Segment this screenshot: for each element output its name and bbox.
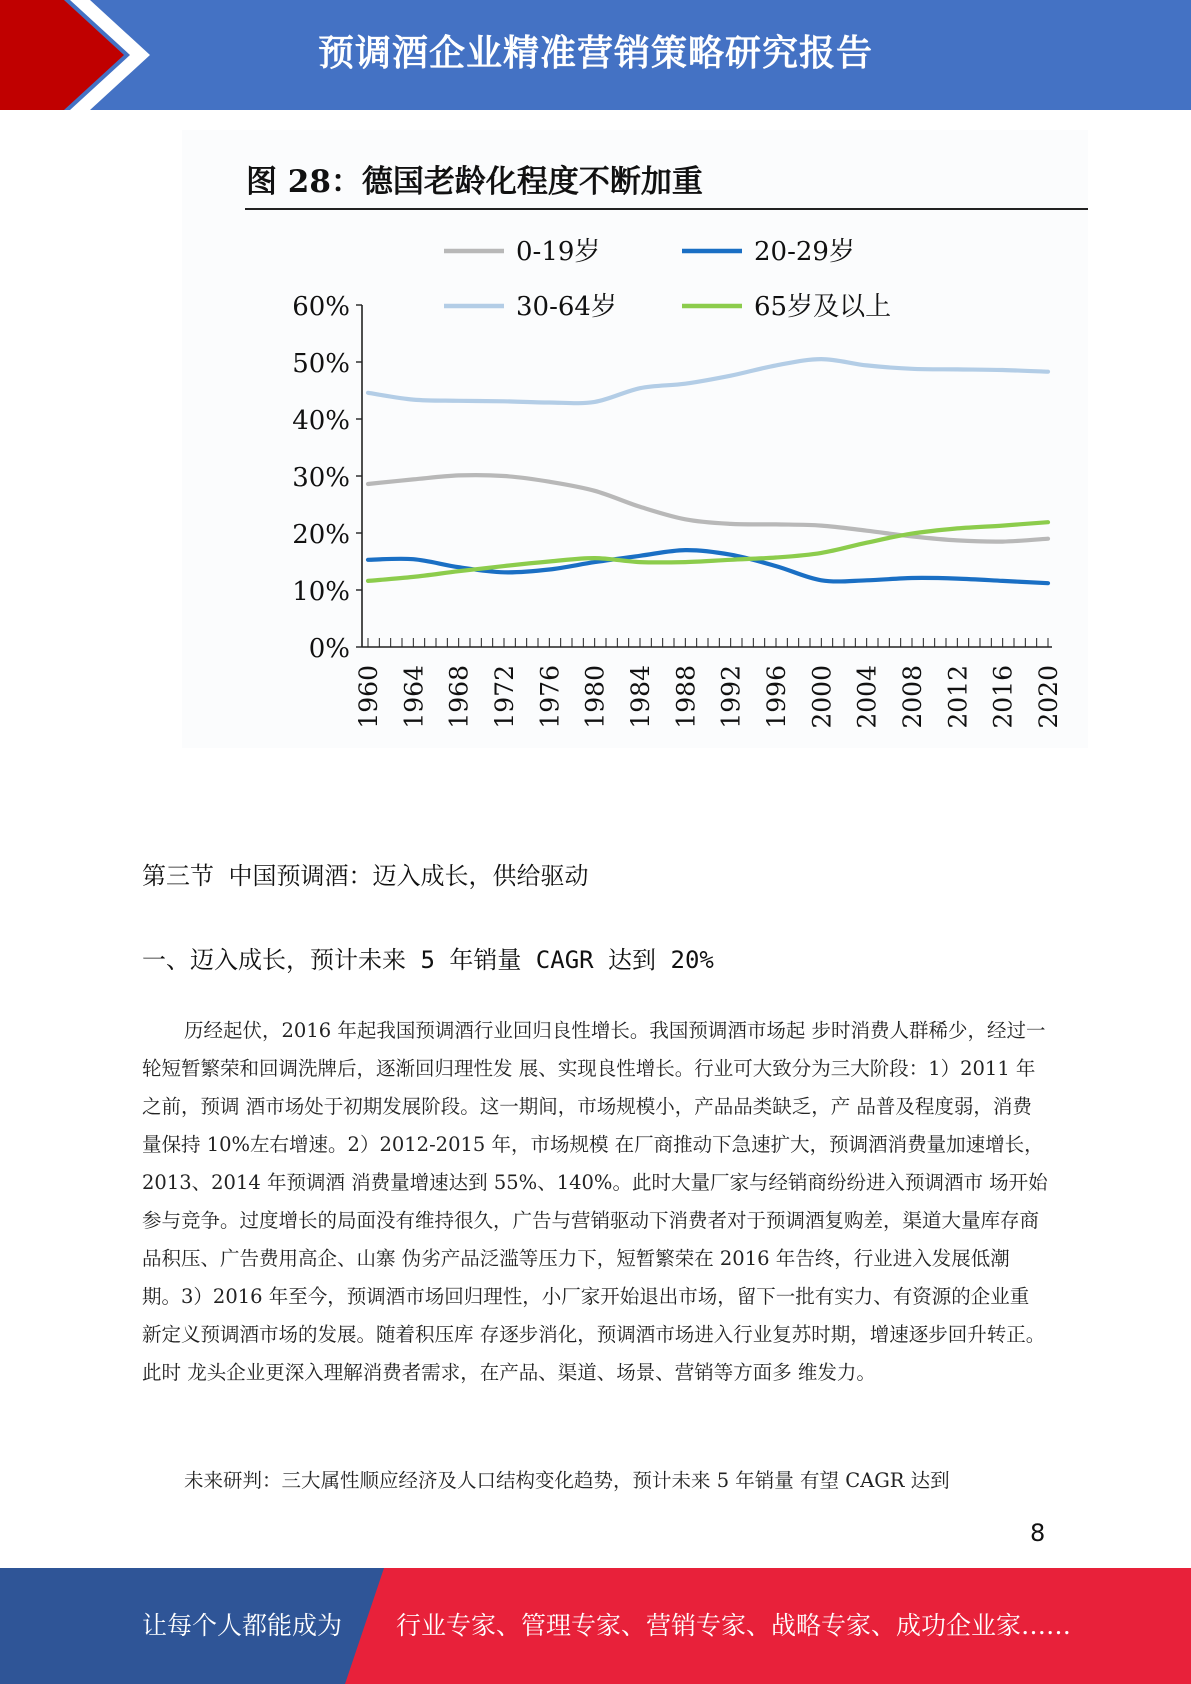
x-tick-label: 2020 — [1034, 665, 1063, 729]
x-tick-label: 2004 — [852, 665, 882, 729]
x-tick-label: 2012 — [943, 665, 973, 729]
y-tick-label: 20% — [292, 520, 350, 550]
x-tick-label: 1976 — [535, 665, 565, 729]
page-footer — [0, 1568, 1191, 1684]
series-line-2 — [368, 550, 1048, 583]
chart-caption: 图 28：德国老龄化程度不断加重 — [246, 164, 703, 200]
footer-slogan-right: 行业专家、管理专家、营销专家、战略专家、成功企业家…… — [396, 1611, 1072, 1640]
x-tick-label: 1988 — [671, 665, 701, 729]
x-tick-label: 2000 — [807, 665, 837, 729]
body-paragraph-1: 历经起伏，2016 年起我国预调酒行业回归良性增长。我国预调酒市场起 步时消费人群稀少，经过一轮短暂繁荣和回调洗牌后，逐渐回归理性发 展、实现良性增长。行业可大致分为三大阶段：1）2011 年之前，预调 酒市场处于初期发展阶段。这一期间，市场规模小，产品品类缺乏，产 品普及程度弱，消费量保持 10%左右增速。2）2012-2015 年，市场规模 在厂商推动下急速扩大，预调酒消费量加速增长，2013、2014 年预调酒 消费量增速达到 55%、140%。此时大量厂家与经销商纷纷进入预调酒市 场开始参与竞争。过度增长的局面没有维持很久，广告与营销驱动下消费者对于预调酒复购差，渠道大量库存商品积压、广告费用高企、山寨 伪劣产品泛滥等压力下，短暂繁荣在 2016 年告终，行业进入发展低潮 期。3）2016 年至今，预调酒市场回归理性，小厂家开始退出市场，留下一批有实力、有资源的企业重新定义预调酒市场的发展。随着积压库 存逐步消化，预调酒市场进入行业复苏时期，增速逐步回升转正。此时 龙头企业更深入理解消费者需求，在产品、渠道、场景、营销等方面多 维发力。 — [142, 1019, 1048, 1384]
y-tick-label: 60% — [292, 292, 350, 322]
y-tick-label: 50% — [292, 349, 350, 379]
chart-legend — [444, 237, 891, 322]
y-tick-label: 30% — [292, 463, 350, 493]
x-tick-label: 1972 — [490, 665, 519, 729]
x-tick-label: 1980 — [580, 665, 610, 729]
series-line-1 — [368, 475, 1048, 542]
section-heading: 第三节 中国预调酒：迈入成长，供给驱动 — [142, 862, 589, 890]
legend-label-4: 65岁及以上 — [754, 292, 892, 322]
x-tick-label: 1960 — [354, 665, 383, 729]
x-tick-label: 2016 — [988, 665, 1018, 729]
report-title: 预调酒企业精准营销策略研究报告 — [317, 33, 873, 74]
legend-label-3: 30-64岁 — [516, 292, 617, 322]
y-tick-label: 40% — [292, 406, 350, 436]
x-tick-label: 1996 — [762, 665, 791, 729]
footer-slogan-left: 让每个人都能成为 — [142, 1611, 343, 1640]
x-tick-label: 1968 — [444, 665, 474, 729]
series-line-3 — [368, 359, 1048, 403]
legend-label-1: 0-19岁 — [516, 237, 601, 267]
y-tick-label: 10% — [292, 577, 350, 607]
legend-label-2: 20-29岁 — [754, 237, 855, 267]
body-paragraph-2: 未来研判：三大属性顺应经济及人口结构变化趋势，预计未来 5 年销量 有望 CAGR 达到 — [184, 1469, 950, 1492]
chart-plot-area — [292, 292, 1063, 729]
y-tick-label: 0% — [308, 634, 350, 664]
x-tick-label: 1984 — [626, 665, 655, 729]
x-tick-label: 1992 — [716, 665, 746, 729]
page-number: 8 — [1030, 1519, 1046, 1547]
sub-heading: 一、迈入成长，预计未来 5 年销量 CAGR 达到 20% — [142, 946, 714, 974]
x-tick-label: 2008 — [898, 665, 927, 729]
page-header — [0, 0, 1191, 110]
line-chart — [182, 130, 1088, 748]
chart-figure — [182, 130, 1088, 748]
x-tick-label: 1964 — [399, 665, 429, 729]
